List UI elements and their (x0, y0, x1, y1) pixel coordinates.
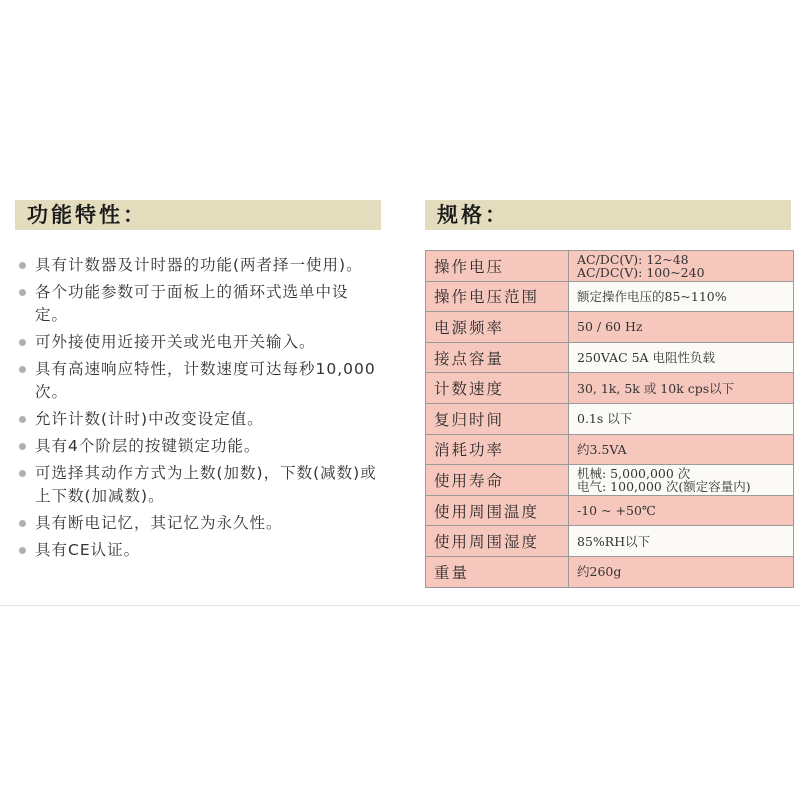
spec-row (426, 526, 794, 557)
spec-row (426, 342, 794, 373)
spec-value-line: AC/DC(V): 100~240 (577, 264, 705, 280)
spec-value (569, 342, 794, 373)
spec-value (569, 495, 794, 526)
features-list (15, 254, 381, 562)
spec-value (569, 373, 794, 404)
feature-item (15, 281, 381, 327)
bullet-icon (19, 416, 26, 423)
spec-label: 操作电压 (426, 251, 569, 282)
bullet-icon (19, 470, 26, 477)
spec-value-line: 0.1s 以下 (577, 411, 633, 427)
spec-value-line: -10 ~ +50℃ (577, 503, 656, 519)
spec-value (569, 403, 794, 434)
spec-row (426, 373, 794, 404)
specs-title: 规格： (425, 200, 791, 230)
spec-value (569, 526, 794, 557)
spec-row (426, 465, 794, 496)
spec-value-line: 额定操作电压的85~110% (577, 288, 727, 304)
spec-label: 接点容量 (426, 342, 569, 373)
spec-label: 使用周围湿度 (426, 526, 569, 557)
spec-value-line: 电气: 100,000 次(额定容量内) (577, 478, 751, 494)
spec-value-line: 约3.5VA (577, 441, 627, 457)
feature-item (15, 331, 381, 354)
spec-row (426, 403, 794, 434)
spec-label: 操作电压范围 (426, 281, 569, 312)
spec-row (426, 434, 794, 465)
features-title: 功能特性： (15, 200, 381, 230)
bullet-icon (19, 262, 26, 269)
feature-item (15, 539, 381, 562)
feature-item (15, 408, 381, 431)
bullet-icon (19, 520, 26, 527)
feature-item (15, 512, 381, 535)
spec-value-line: 约260g (577, 564, 622, 580)
feature-text: 允许计数(计时)中改变设定值。 (35, 410, 264, 428)
spec-row (426, 281, 794, 312)
spec-label: 消耗功率 (426, 434, 569, 465)
feature-text: 可外接使用近接开关或光电开关输入。 (35, 333, 316, 351)
spec-label: 使用周围温度 (426, 495, 569, 526)
bullet-icon (19, 366, 26, 373)
spec-label: 电源频率 (426, 312, 569, 343)
divider (0, 605, 800, 606)
bullet-icon (19, 443, 26, 450)
feature-text: 具有高速响应特性，计数速度可达每秒10,000次。 (35, 360, 376, 401)
bullet-icon (19, 289, 26, 296)
spec-row (426, 556, 794, 587)
spec-label: 复归时间 (426, 403, 569, 434)
spec-value (569, 281, 794, 312)
spec-row (426, 312, 794, 343)
feature-item (15, 462, 381, 508)
feature-text: 可选择其动作方式为上数(加数)，下数(减数)或上下数(加减数)。 (35, 464, 377, 505)
feature-item (15, 254, 381, 277)
spec-value-line: 50 / 60 Hz (577, 319, 643, 335)
spec-value (569, 434, 794, 465)
specs-panel (425, 200, 791, 588)
feature-item (15, 435, 381, 458)
spec-value (569, 251, 794, 282)
spec-value-line: AC/DC(V): 12~48 (577, 251, 689, 267)
feature-text: 具有断电记忆，其记忆为永久性。 (35, 514, 283, 532)
spec-value (569, 312, 794, 343)
feature-text: 具有CE认证。 (35, 541, 141, 559)
feature-text: 具有计数器及计时器的功能(两者择一使用)。 (35, 256, 363, 274)
spec-row (426, 495, 794, 526)
spec-value-line: 250VAC 5A 电阻性负载 (577, 350, 716, 366)
feature-text: 具有4个阶层的按键锁定功能。 (35, 437, 261, 455)
spec-value-line: 机械: 5,000,000 次 (577, 465, 691, 481)
spec-table (425, 250, 794, 588)
spec-value (569, 465, 794, 496)
spec-label: 计数速度 (426, 373, 569, 404)
spec-label: 使用寿命 (426, 465, 569, 496)
spec-row (426, 251, 794, 282)
spec-value (569, 556, 794, 587)
feature-text: 各个功能参数可于面板上的循环式选单中设定。 (35, 283, 349, 324)
bullet-icon (19, 339, 26, 346)
spec-value-line: 30, 1k, 5k 或 10k cps以下 (577, 380, 735, 396)
bullet-icon (19, 547, 26, 554)
spec-value-line: 85%RH以下 (577, 533, 651, 549)
features-panel (15, 200, 381, 566)
spec-label: 重量 (426, 556, 569, 587)
feature-item (15, 358, 381, 404)
